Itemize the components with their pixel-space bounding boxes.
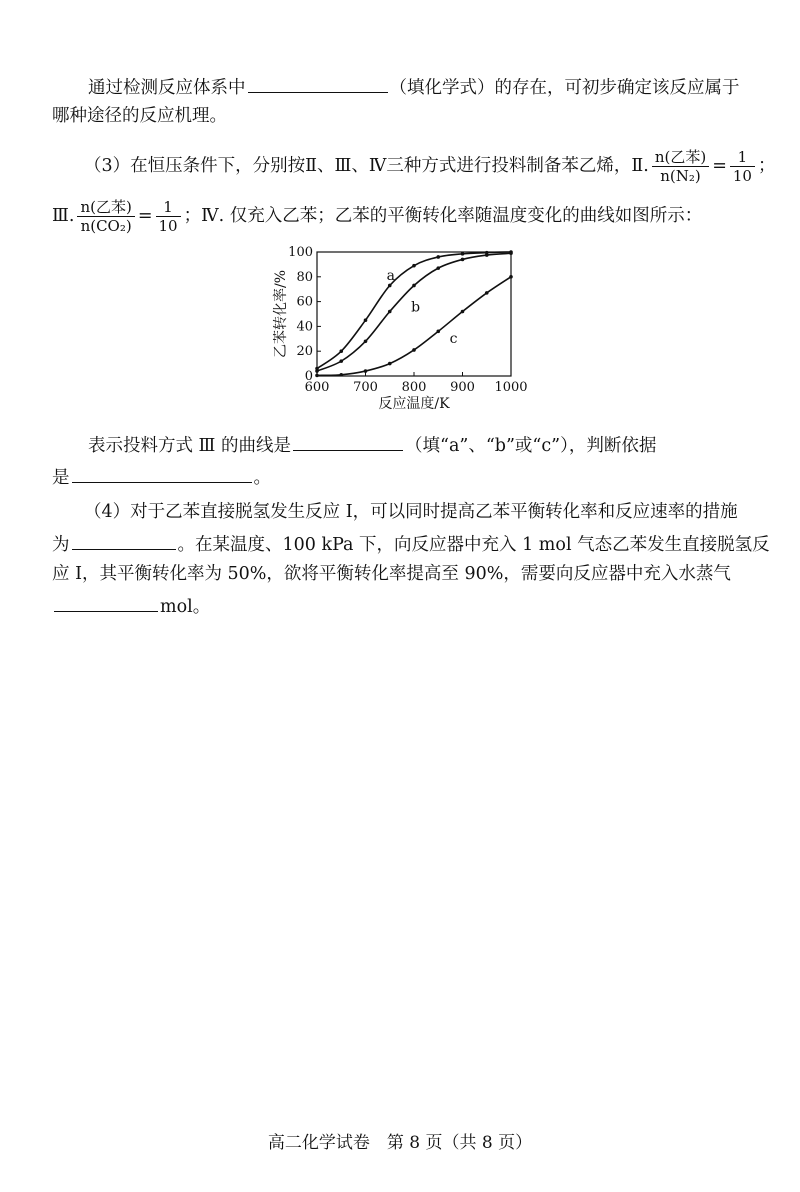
numerator: n(乙苯): [652, 148, 709, 167]
data-point-c: [461, 310, 465, 314]
data-point-b: [412, 284, 416, 288]
y-tick-label: 20: [296, 344, 313, 360]
fraction: [77, 198, 134, 235]
text: 是: [52, 468, 70, 488]
text: （4）对于乙苯直接脱氢发生反应 Ⅰ，可以同时提高乙苯平衡转化率和反应速率的措施: [84, 502, 738, 522]
text: （3）在恒压条件下，分别按Ⅱ、Ⅲ、Ⅳ三种方式进行投料制备苯乙烯，Ⅱ.: [84, 156, 649, 176]
data-point-a: [461, 252, 465, 256]
data-point-a: [339, 349, 343, 353]
text: （填化学式）的存在，可初步确定该反应属于: [389, 78, 740, 98]
x-tick-label: 1000: [494, 380, 528, 395]
data-point-a: [436, 255, 440, 259]
data-point-b: [509, 251, 513, 255]
fraction: [730, 148, 755, 185]
text-line: [88, 74, 740, 100]
text-line: [84, 148, 775, 185]
numerator: 1: [730, 148, 755, 167]
data-point-c: [339, 373, 343, 377]
text: ；: [757, 156, 776, 176]
denominator: 10: [158, 217, 178, 235]
answer-blank[interactable]: [248, 74, 388, 93]
y-tick-label: 100: [288, 245, 313, 260]
text: 通过检测反应体系中: [88, 78, 246, 98]
text-line: [52, 531, 770, 557]
answer-blank[interactable]: [72, 464, 252, 483]
data-point-b: [339, 359, 343, 363]
data-point-b: [461, 258, 465, 262]
text: 应 Ⅰ，其平衡转化率为 50%，欲将平衡转化率提高至 90%，需要向反应器中充入水蒸气: [52, 564, 731, 584]
data-point-b: [364, 339, 368, 343]
text-line: [52, 104, 227, 128]
text: （填“a”、“b”或“c”），判断依据: [405, 436, 657, 456]
conversion-chart: [265, 236, 535, 420]
text: 为: [52, 535, 70, 555]
series-label-c: c: [449, 330, 458, 347]
text-line: [52, 593, 210, 619]
x-axis-label: 反应温度/K: [378, 396, 450, 412]
answer-blank[interactable]: [293, 432, 403, 451]
text-line: [88, 432, 656, 458]
data-point-c: [485, 291, 489, 295]
text: 。在某温度、100 kPa 下，向反应器中充入 1 mol 气态乙苯发生直接脱氢反: [177, 535, 770, 555]
data-point-c: [509, 275, 513, 279]
answer-blank[interactable]: [54, 593, 158, 612]
data-point-b: [388, 310, 392, 314]
denominator: n(N₂): [660, 167, 701, 185]
data-point-c: [388, 362, 392, 366]
text-line: [84, 500, 738, 524]
text: mol。: [160, 597, 211, 617]
text: Ⅲ.: [52, 206, 75, 226]
numerator: n(乙苯): [77, 198, 134, 217]
y-tick-label: 60: [296, 294, 313, 310]
data-point-b: [315, 369, 319, 373]
denominator: 10: [732, 167, 752, 185]
text-line: [52, 464, 271, 490]
fraction: [652, 148, 709, 185]
equals: =: [712, 156, 727, 176]
y-tick-label: 40: [296, 319, 313, 335]
data-point-b: [436, 266, 440, 270]
x-tick-label: 900: [450, 380, 475, 395]
text: 。: [253, 468, 271, 488]
y-tick-label: 0: [304, 369, 313, 384]
text-line: [52, 198, 702, 235]
text: 表示投料方式 Ⅲ 的曲线是: [88, 436, 292, 456]
answer-blank[interactable]: [72, 531, 176, 550]
text: 哪种途径的反应机理。: [52, 106, 227, 126]
x-tick-label: 600: [304, 380, 330, 395]
numerator: 1: [156, 198, 181, 217]
page-footer: 高二化学试卷 第 8 页（共 8 页）: [267, 1133, 533, 1153]
y-tick-label: 80: [296, 269, 313, 285]
denominator: n(CO₂): [80, 217, 132, 235]
data-point-c: [364, 369, 368, 373]
fraction: [156, 198, 181, 235]
data-point-b: [485, 253, 489, 257]
data-point-c: [315, 374, 319, 378]
x-tick-label: 800: [401, 380, 427, 395]
text-line: [52, 562, 731, 586]
series-label-a: a: [386, 268, 395, 285]
text: ；Ⅳ. 仅充入乙苯；乙苯的平衡转化率随温度变化的曲线如图所示：: [183, 206, 703, 226]
y-axis-label: 乙苯转化率/%: [273, 269, 289, 359]
equals: =: [137, 206, 153, 226]
data-point-c: [412, 348, 416, 352]
data-point-c: [436, 330, 440, 334]
data-point-a: [412, 264, 416, 268]
series-label-b: b: [411, 299, 421, 316]
data-point-a: [364, 318, 368, 322]
series-line-c: [317, 277, 511, 376]
x-tick-label: 700: [353, 380, 378, 395]
